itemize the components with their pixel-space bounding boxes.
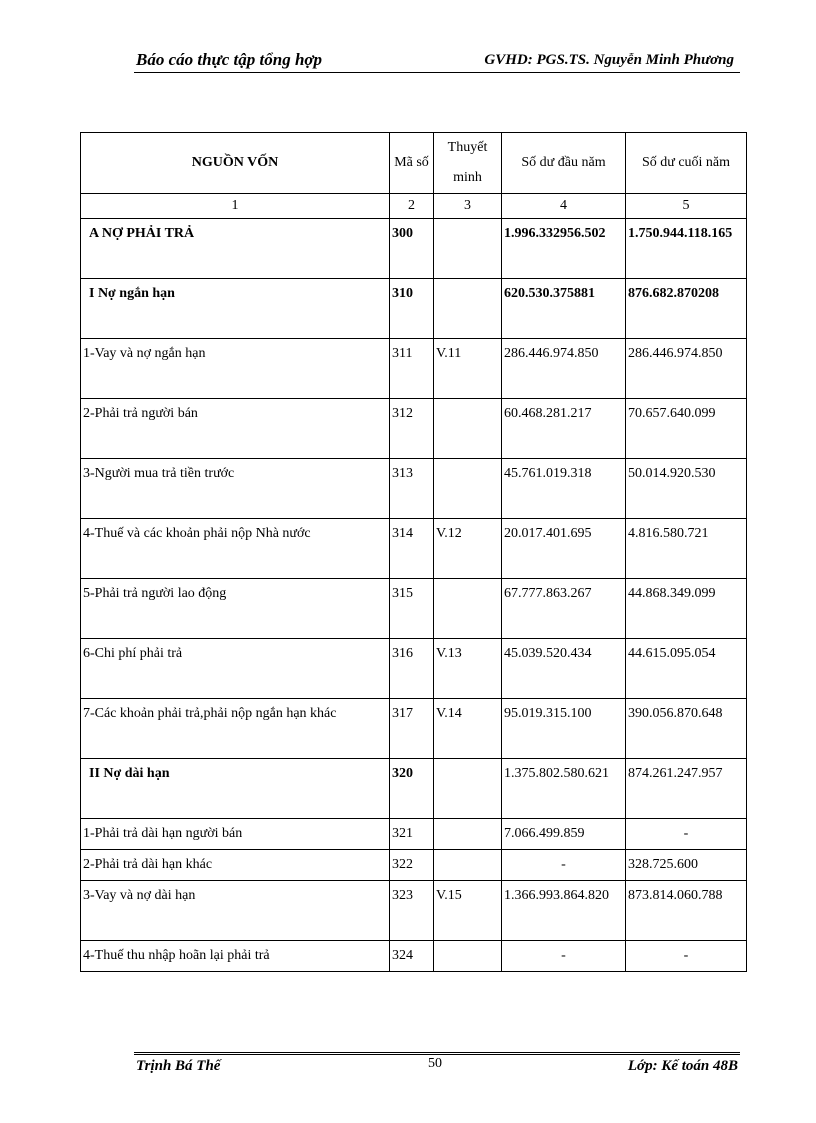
table-row xyxy=(81,279,747,339)
table-row xyxy=(81,339,747,399)
row-note xyxy=(434,279,502,339)
row-code: 321 xyxy=(390,819,434,850)
row-end-balance: 44.615.095.054 xyxy=(626,639,747,699)
table-row xyxy=(81,459,747,519)
row-begin-balance: 20.017.401.695 xyxy=(502,519,626,579)
row-name: 3-Vay và nợ dài hạn xyxy=(81,881,390,941)
row-code: 311 xyxy=(390,339,434,399)
row-begin-balance: 1.996.332956.502 xyxy=(502,219,626,279)
row-end-balance: 874.261.247.957 xyxy=(626,759,747,819)
col-header-code: Mã số xyxy=(390,133,434,194)
row-note xyxy=(434,579,502,639)
row-name: 1-Vay và nợ ngắn hạn xyxy=(81,339,390,399)
row-note: V.11 xyxy=(434,339,502,399)
row-name: II Nợ dài hạn xyxy=(81,759,390,819)
row-name: 6-Chi phí phải trả xyxy=(81,639,390,699)
row-note: V.15 xyxy=(434,881,502,941)
table-row xyxy=(81,579,747,639)
row-note xyxy=(434,941,502,972)
balance-sheet-table xyxy=(80,132,747,972)
row-begin-balance: 1.366.993.864.820 xyxy=(502,881,626,941)
row-end-balance: 1.750.944.118.165 xyxy=(626,219,747,279)
row-begin-balance: 1.375.802.580.621 xyxy=(502,759,626,819)
row-code: 313 xyxy=(390,459,434,519)
row-name: 5-Phải trả người lao động xyxy=(81,579,390,639)
footer-class: Lớp: Kế toán 48B xyxy=(627,1058,738,1074)
row-name: I Nợ ngắn hạn xyxy=(81,279,390,339)
row-name: 3-Người mua trả tiền trước xyxy=(81,459,390,519)
row-code: 314 xyxy=(390,519,434,579)
row-end-balance: 390.056.870.648 xyxy=(626,699,747,759)
row-code: 312 xyxy=(390,399,434,459)
row-code: 320 xyxy=(390,759,434,819)
row-note xyxy=(434,459,502,519)
page-header xyxy=(134,50,740,73)
row-begin-balance: 45.761.019.318 xyxy=(502,459,626,519)
row-begin-balance: 67.777.863.267 xyxy=(502,579,626,639)
row-name: 4-Thuế và các khoản phải nộp Nhà nước xyxy=(81,519,390,579)
row-begin-balance: - xyxy=(502,850,626,881)
row-end-balance: - xyxy=(626,941,747,972)
col-header-note: Thuyết minh xyxy=(434,133,502,194)
row-end-balance: 328.725.600 xyxy=(626,850,747,881)
row-note xyxy=(434,819,502,850)
table-row xyxy=(81,699,747,759)
row-name: A NỢ PHẢI TRẢ xyxy=(81,219,390,279)
row-note xyxy=(434,759,502,819)
col-number-3: 3 xyxy=(434,194,502,219)
row-name: 4-Thuế thu nhập hoãn lại phải trả xyxy=(81,941,390,972)
page-number: 50 xyxy=(428,1056,442,1071)
table-header-row xyxy=(81,133,747,194)
col-number-2: 2 xyxy=(390,194,434,219)
table-row xyxy=(81,519,747,579)
row-begin-balance: 45.039.520.434 xyxy=(502,639,626,699)
row-code: 322 xyxy=(390,850,434,881)
row-name: 1-Phải trả dài hạn người bán xyxy=(81,819,390,850)
col-header-source: NGUỒN VỐN xyxy=(81,133,390,194)
row-begin-balance: - xyxy=(502,941,626,972)
row-code: 310 xyxy=(390,279,434,339)
row-end-balance: 4.816.580.721 xyxy=(626,519,747,579)
row-begin-balance: 60.468.281.217 xyxy=(502,399,626,459)
row-begin-balance: 7.066.499.859 xyxy=(502,819,626,850)
header-report-title: Báo cáo thực tập tổng hợp xyxy=(136,50,323,69)
row-end-balance: - xyxy=(626,819,747,850)
col-number-5: 5 xyxy=(626,194,747,219)
column-number-row xyxy=(81,194,747,219)
row-end-balance: 876.682.870208 xyxy=(626,279,747,339)
row-end-balance: 70.657.640.099 xyxy=(626,399,747,459)
row-note: V.14 xyxy=(434,699,502,759)
page-footer xyxy=(134,1052,740,1081)
row-name: 7-Các khoản phải trả,phải nộp ngắn hạn khác xyxy=(81,699,390,759)
row-note xyxy=(434,219,502,279)
row-note xyxy=(434,850,502,881)
col-header-end: Số dư cuối năm xyxy=(626,133,747,194)
table-row xyxy=(81,219,747,279)
table-row xyxy=(81,850,747,881)
header-supervisor: GVHD: PGS.TS. Nguyễn Minh Phương xyxy=(484,52,734,68)
col-number-1: 1 xyxy=(81,194,390,219)
row-code: 300 xyxy=(390,219,434,279)
row-code: 316 xyxy=(390,639,434,699)
col-header-begin: Số dư đầu năm xyxy=(502,133,626,194)
row-begin-balance: 286.446.974.850 xyxy=(502,339,626,399)
row-name: 2-Phải trả người bán xyxy=(81,399,390,459)
row-note xyxy=(434,399,502,459)
row-note: V.13 xyxy=(434,639,502,699)
row-end-balance: 286.446.974.850 xyxy=(626,339,747,399)
row-code: 324 xyxy=(390,941,434,972)
row-begin-balance: 620.530.375881 xyxy=(502,279,626,339)
row-begin-balance: 95.019.315.100 xyxy=(502,699,626,759)
row-end-balance: 873.814.060.788 xyxy=(626,881,747,941)
row-code: 317 xyxy=(390,699,434,759)
table-row xyxy=(81,941,747,972)
table-row xyxy=(81,759,747,819)
table-row xyxy=(81,399,747,459)
footer-author: Trịnh Bá Thế xyxy=(136,1058,221,1074)
row-name: 2-Phải trả dài hạn khác xyxy=(81,850,390,881)
row-code: 315 xyxy=(390,579,434,639)
row-code: 323 xyxy=(390,881,434,941)
table-row xyxy=(81,639,747,699)
table-row xyxy=(81,819,747,850)
table-row xyxy=(81,881,747,941)
row-end-balance: 44.868.349.099 xyxy=(626,579,747,639)
col-number-4: 4 xyxy=(502,194,626,219)
row-note: V.12 xyxy=(434,519,502,579)
row-end-balance: 50.014.920.530 xyxy=(626,459,747,519)
